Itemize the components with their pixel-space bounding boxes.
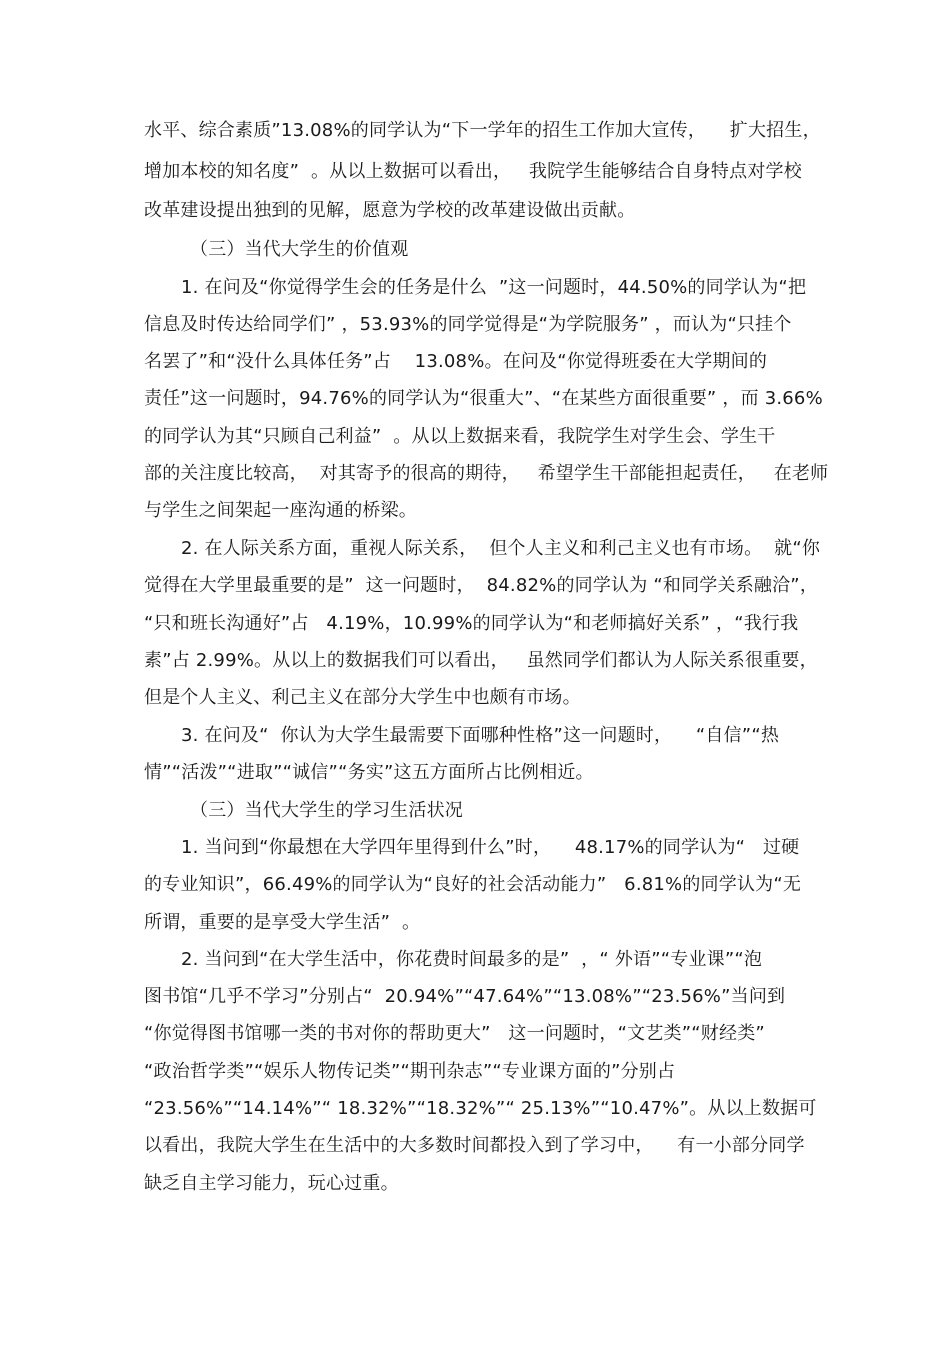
section-heading: （三）当代大学生的学习生活状况 <box>190 800 463 821</box>
section-heading: （三）当代大学生的价值观 <box>190 239 409 260</box>
paragraph-line: 素”占 2.99%。从以上的数据我们可以看出， 虽然同学们都认为人际关系很重要， <box>144 650 818 671</box>
paragraph-line: 所谓，重要的是享受大学生活” 。 <box>144 912 421 933</box>
paragraph-line: 觉得在大学里最重要的是” 这一问题时， 84.82%的同学认为 “和同学关系融洽”， <box>144 575 819 596</box>
paragraph-line: 信息及时传达给同学们” ，53.93%的同学觉得是“为学院服务” ，而认为“只挂个 <box>144 314 792 335</box>
paragraph-line: 部的关注度比较高， 对其寄予的很高的期待， 希望学生干部能担起责任， 在老师 <box>144 463 829 484</box>
paragraph-line: 的同学认为其“只顾自己利益” 。从以上数据来看，我院学生对学生会、学生干 <box>144 426 776 447</box>
paragraph-line: “23.56%”“14.14%”“ 18.32%”“18.32%”“ 25.13%”“10.47%”。从以上数据可 <box>144 1098 817 1119</box>
paragraph-line: “你觉得图书馆哪一类的书对你的帮助更大” 这一问题时，“文艺类”“财经类” <box>144 1023 765 1044</box>
paragraph-line: 1. 在问及“你觉得学生会的任务是什么 ”这一问题时，44.50%的同学认为“把 <box>181 277 807 298</box>
paragraph-line: 名罢了”和“没什么具体任务”占 13.08%。在问及“你觉得班委在大学期间的 <box>144 351 768 372</box>
paragraph-line: 2. 当问到“在大学生活中，你花费时间最多的是” ，“ 外语”“专业课”“泡 <box>181 949 763 970</box>
paragraph-line: 但是个人主义、利己主义在部分大学生中也颇有市场。 <box>144 687 581 708</box>
paragraph-line: 增加本校的知名度” 。从以上数据可以看出， 我院学生能够结合自身特点对学校 <box>144 161 802 182</box>
paragraph-line: 2. 在人际关系方面，重视人际关系， 但个人主义和利己主义也有市场。 就“你 <box>181 538 821 559</box>
paragraph-line: 3. 在问及“ 你认为大学生最需要下面哪种性格”这一问题时， “自信”“热 <box>181 725 780 746</box>
paragraph-line: 情”“活泼”“进取”“诚信”“务实”这五方面所占比例相近。 <box>144 762 594 783</box>
paragraph-line: 改革建设提出独到的见解，愿意为学校的改革建设做出贡献。 <box>144 200 636 221</box>
paragraph-line: 的专业知识”，66.49%的同学认为“良好的社会活动能力” 6.81%的同学认为“无 <box>144 874 802 895</box>
paragraph-line: 以看出，我院大学生在生活中的大多数时间都投入到了学习中， 有一小部分同学 <box>144 1135 805 1156</box>
paragraph-line: 1. 当问到“你最想在大学四年里得到什么”时， 48.17%的同学认为“ 过硬 <box>181 837 800 858</box>
paragraph-line: “只和班长沟通好”占 4.19%，10.99%的同学认为“和老师搞好关系” ，“我行我 <box>144 613 799 634</box>
paragraph-line: “政治哲学类”“娱乐人物传记类”“期刊杂志”“专业课方面的”分别占 <box>144 1061 676 1082</box>
paragraph-line: 缺乏自主学习能力，玩心过重。 <box>144 1173 399 1194</box>
paragraph-line: 与学生之间架起一座沟通的桥梁。 <box>144 500 417 521</box>
paragraph-line: 图书馆“几乎不学习”分别占“ 20.94%”“47.64%”“13.08%”“23.56%”当问到 <box>144 986 786 1007</box>
paragraph-line: 责任”这一问题时，94.76%的同学认为“很重大”、“在某些方面很重要” ，而 3.66% <box>144 388 823 409</box>
paragraph-line: 水平、综合素质”13.08%的同学认为“下一学年的招生工作加大宣传， 扩大招生， <box>144 120 821 141</box>
